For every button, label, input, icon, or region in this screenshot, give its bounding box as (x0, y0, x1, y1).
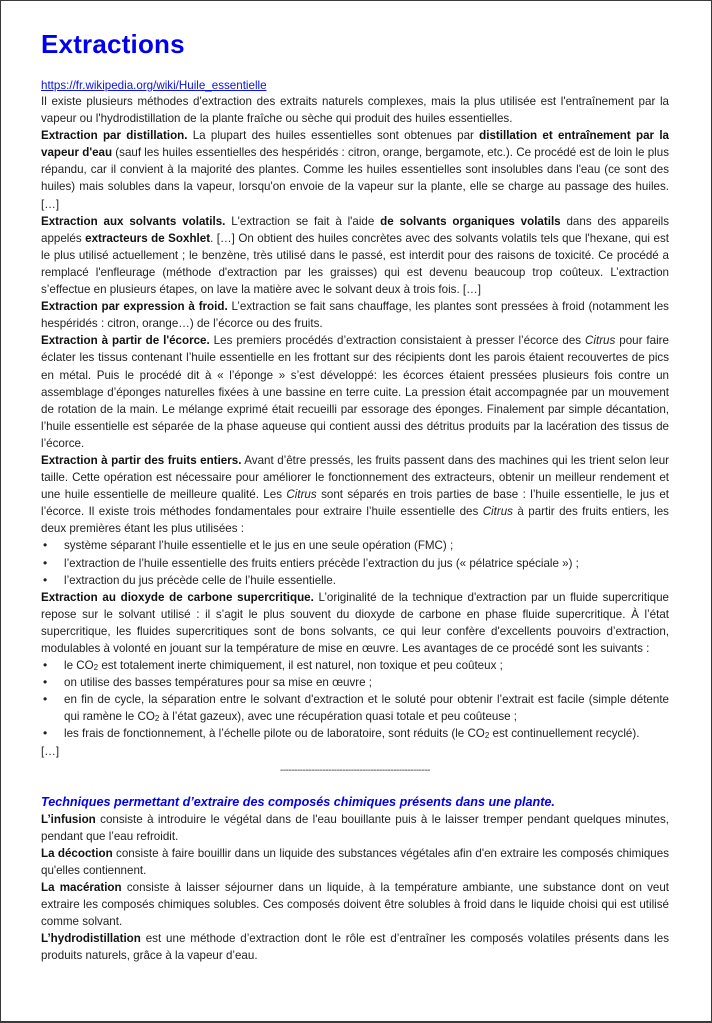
list-item: • l’extraction de l’huile essentielle des fruits entiers précède l’extraction du jus (« pélatrice spéciale ») ; (41, 555, 669, 572)
list-item: • le $CO_2$ est totalement inerte chimiquement, il est naturel, non toxique et peu coûteux ; (41, 657, 669, 674)
technique-item: L’infusion consiste à introduire le végétal dans de l'eau bouillante puis à le laisser tremper pendant quelques minutes, pendant que l’eau refroidit. (41, 812, 669, 843)
list-item: • système séparant l’huile essentielle et le jus en une seule opération (FMC) ; (41, 537, 669, 554)
co2-bullet-list (41, 657, 669, 742)
separator-line: ----------------------------------------------------- (280, 764, 430, 776)
section-heading: Extraction au dioxyde de carbone supercritique. (41, 590, 314, 604)
section-fruits: Extraction à partir des fruits entiers. Avant d’être pressés, les fruits passent dans des machines qui les trient selon leur taille. Cette opération est nécessaire pour améliorer le fonctionnement des extracteurs, obtenir un meilleur rendement et une huile essentielle de meilleure qualité. Les Citrus sont séparés en trois parties de base : l’huile essentielle, le jus et l’écorce. Il existe trois méthodes fondamentales pour extraire l’huile essentielle des Citrus à partir des fruits entiers, les deux premières étant les plus utilisées : (41, 453, 670, 536)
intro-paragraph: Il existe plusieurs méthodes d'extraction des extraits naturels complexes, mais la plus utilisée est l'entraînement par la vapeur ou l'hydrodistillation de la plante fraîche ou sèche qui produit des huiles essentielles. (41, 95, 669, 126)
section-ecorce: Extraction à partir de l'écorce. Les premiers procédés d’extraction consistaient à presser l’écorce des Citrus pour faire éclater les tissus contenant l’huile essentielle en les frottant sur des récipients dont les parois étaient recouvertes de pics en métal. Puis le procédé dit à « l’éponge » s’est développé: les écorces étaient pressées plusieurs fois contre un assemblage d’éponges naturelles fixées à une bassine en terre cuite. La pression était accompagnée par un mouvement de rotation de la main. Le mélange exprimé était recueilli par essorage des éponges. Finalement par simple décantation, l’huile essentielle est séparée de la phase aqueuse qui contient aussi des détritus produits par la lacération des tissus de l’écorce. (41, 334, 669, 450)
list-item: • on utilise des basses températures pour sa mise en œuvre ; (41, 674, 669, 691)
technique-item: L’hydrodistillation est une méthode d’extraction dont le rôle est d’entraîner les composés volatiles présents dans les produits naturels, grâce à la vapeur d’eau. (41, 932, 669, 963)
section-heading: Extraction par expression à froid. (41, 300, 228, 314)
fruits-bullet-list (41, 537, 669, 588)
ellipsis: […] (41, 744, 60, 758)
document-body (41, 79, 669, 965)
technique-item: La macération consiste à laisser séjourner dans un liquide, à la température ambiante, une substance dont on veut extraire les composés chimiques solubles. Ces composés doivent être solubles à froid dans le liquide choisi qui est utilisé comme solvant. (41, 881, 670, 929)
section-solvants: Extraction aux solvants volatils. L'extraction se fait à l'aide de solvants organiques volatils dans des appareils appelés extracteurs de Soxhlet. […] On obtient des huiles concrètes avec des solvants volatils tels que l'hexane, qui est le plus utilisé actuellement ; le benzène, très utilisé dans le passé, est interdit pour des raisons de toxicité. Ce procédé a remplacé l'enfleurage (méthode d'extraction par les graisses) qui est devenu beaucoup trop coûteux. L’extraction s’effectue en plusieurs étapes, on lave la matière avec le solvant deux à trois fois. […] (41, 214, 670, 297)
section-co2: Extraction au dioxyde de carbone supercritique. L’originalité de la technique d'extraction par un fluide supercritique repose sur le solvant utilisé : il s’agit le plus souvent du dioxyde de carbone en phase fluide supercritique. À l’état supercritique, les fluides supercritiques sont de bons solvants, ce qui leur confère d'excellents pouvoirs d’extraction, modulables à volonté en jouant sur la température de mise en œuvre. Les avantages de ce procédé sont les suivants : (41, 590, 669, 655)
list-item: • les frais de fonctionnement, à l’échelle pilote ou de laboratoire, sont réduits (le $CO_2$ est continuellement recyclé). (41, 725, 669, 742)
section-heading: Extraction à partir de l'écorce. (41, 334, 210, 348)
source-link[interactable]: https://fr.wikipedia.org/wiki/Huile_essentielle (41, 79, 267, 92)
section-heading: Extraction aux solvants volatils. (41, 214, 226, 228)
techniques-heading: Techniques permettant d’extraire des composés chimiques présents dans une plante. (41, 794, 555, 809)
list-item: • en fin de cycle, la séparation entre le solvant d'extraction et le soluté pour obtenir l’extrait est facile (simple détente qui ramène le $CO_2$ à l’état gazeux), avec une récupération quasi totale et peu coûteuse ; (41, 691, 669, 725)
section-heading: Extraction par distillation. (41, 129, 188, 143)
section-distillation: Extraction par distillation. La plupart des huiles essentielles sont obtenues par distillation et entraînement par la vapeur d'eau (sauf les huiles essentielles des hespéridés : citron, orange, bergamote, etc.). Ce procédé est de loin le plus répandu, car il convient à la majorité des plantes. Comme les huiles essentielles sont insolubles dans l'eau (ce sont des huiles) mais solubles dans la vapeur, lorsqu'on envoie de la vapeur sur la plante, elle se charge au passage des huiles. […] (41, 129, 670, 211)
section-expression: Extraction par expression à froid. L’extraction se fait sans chauffage, les plantes sont pressées à froid (notamment les hespéridés : citron, orange…) de l’écorce ou des fruits. (41, 300, 669, 331)
page-title: Extractions (41, 29, 185, 59)
list-item: • l’extraction du jus précède celle de l’huile essentielle. (41, 572, 669, 589)
section-heading: Extraction à partir des fruits entiers. (41, 453, 242, 467)
technique-item: La décoction consiste à faire bouillir dans un liquide des substances végétales afin d'en extraire les composés chimiques qu'elles contiennent. (41, 846, 669, 877)
